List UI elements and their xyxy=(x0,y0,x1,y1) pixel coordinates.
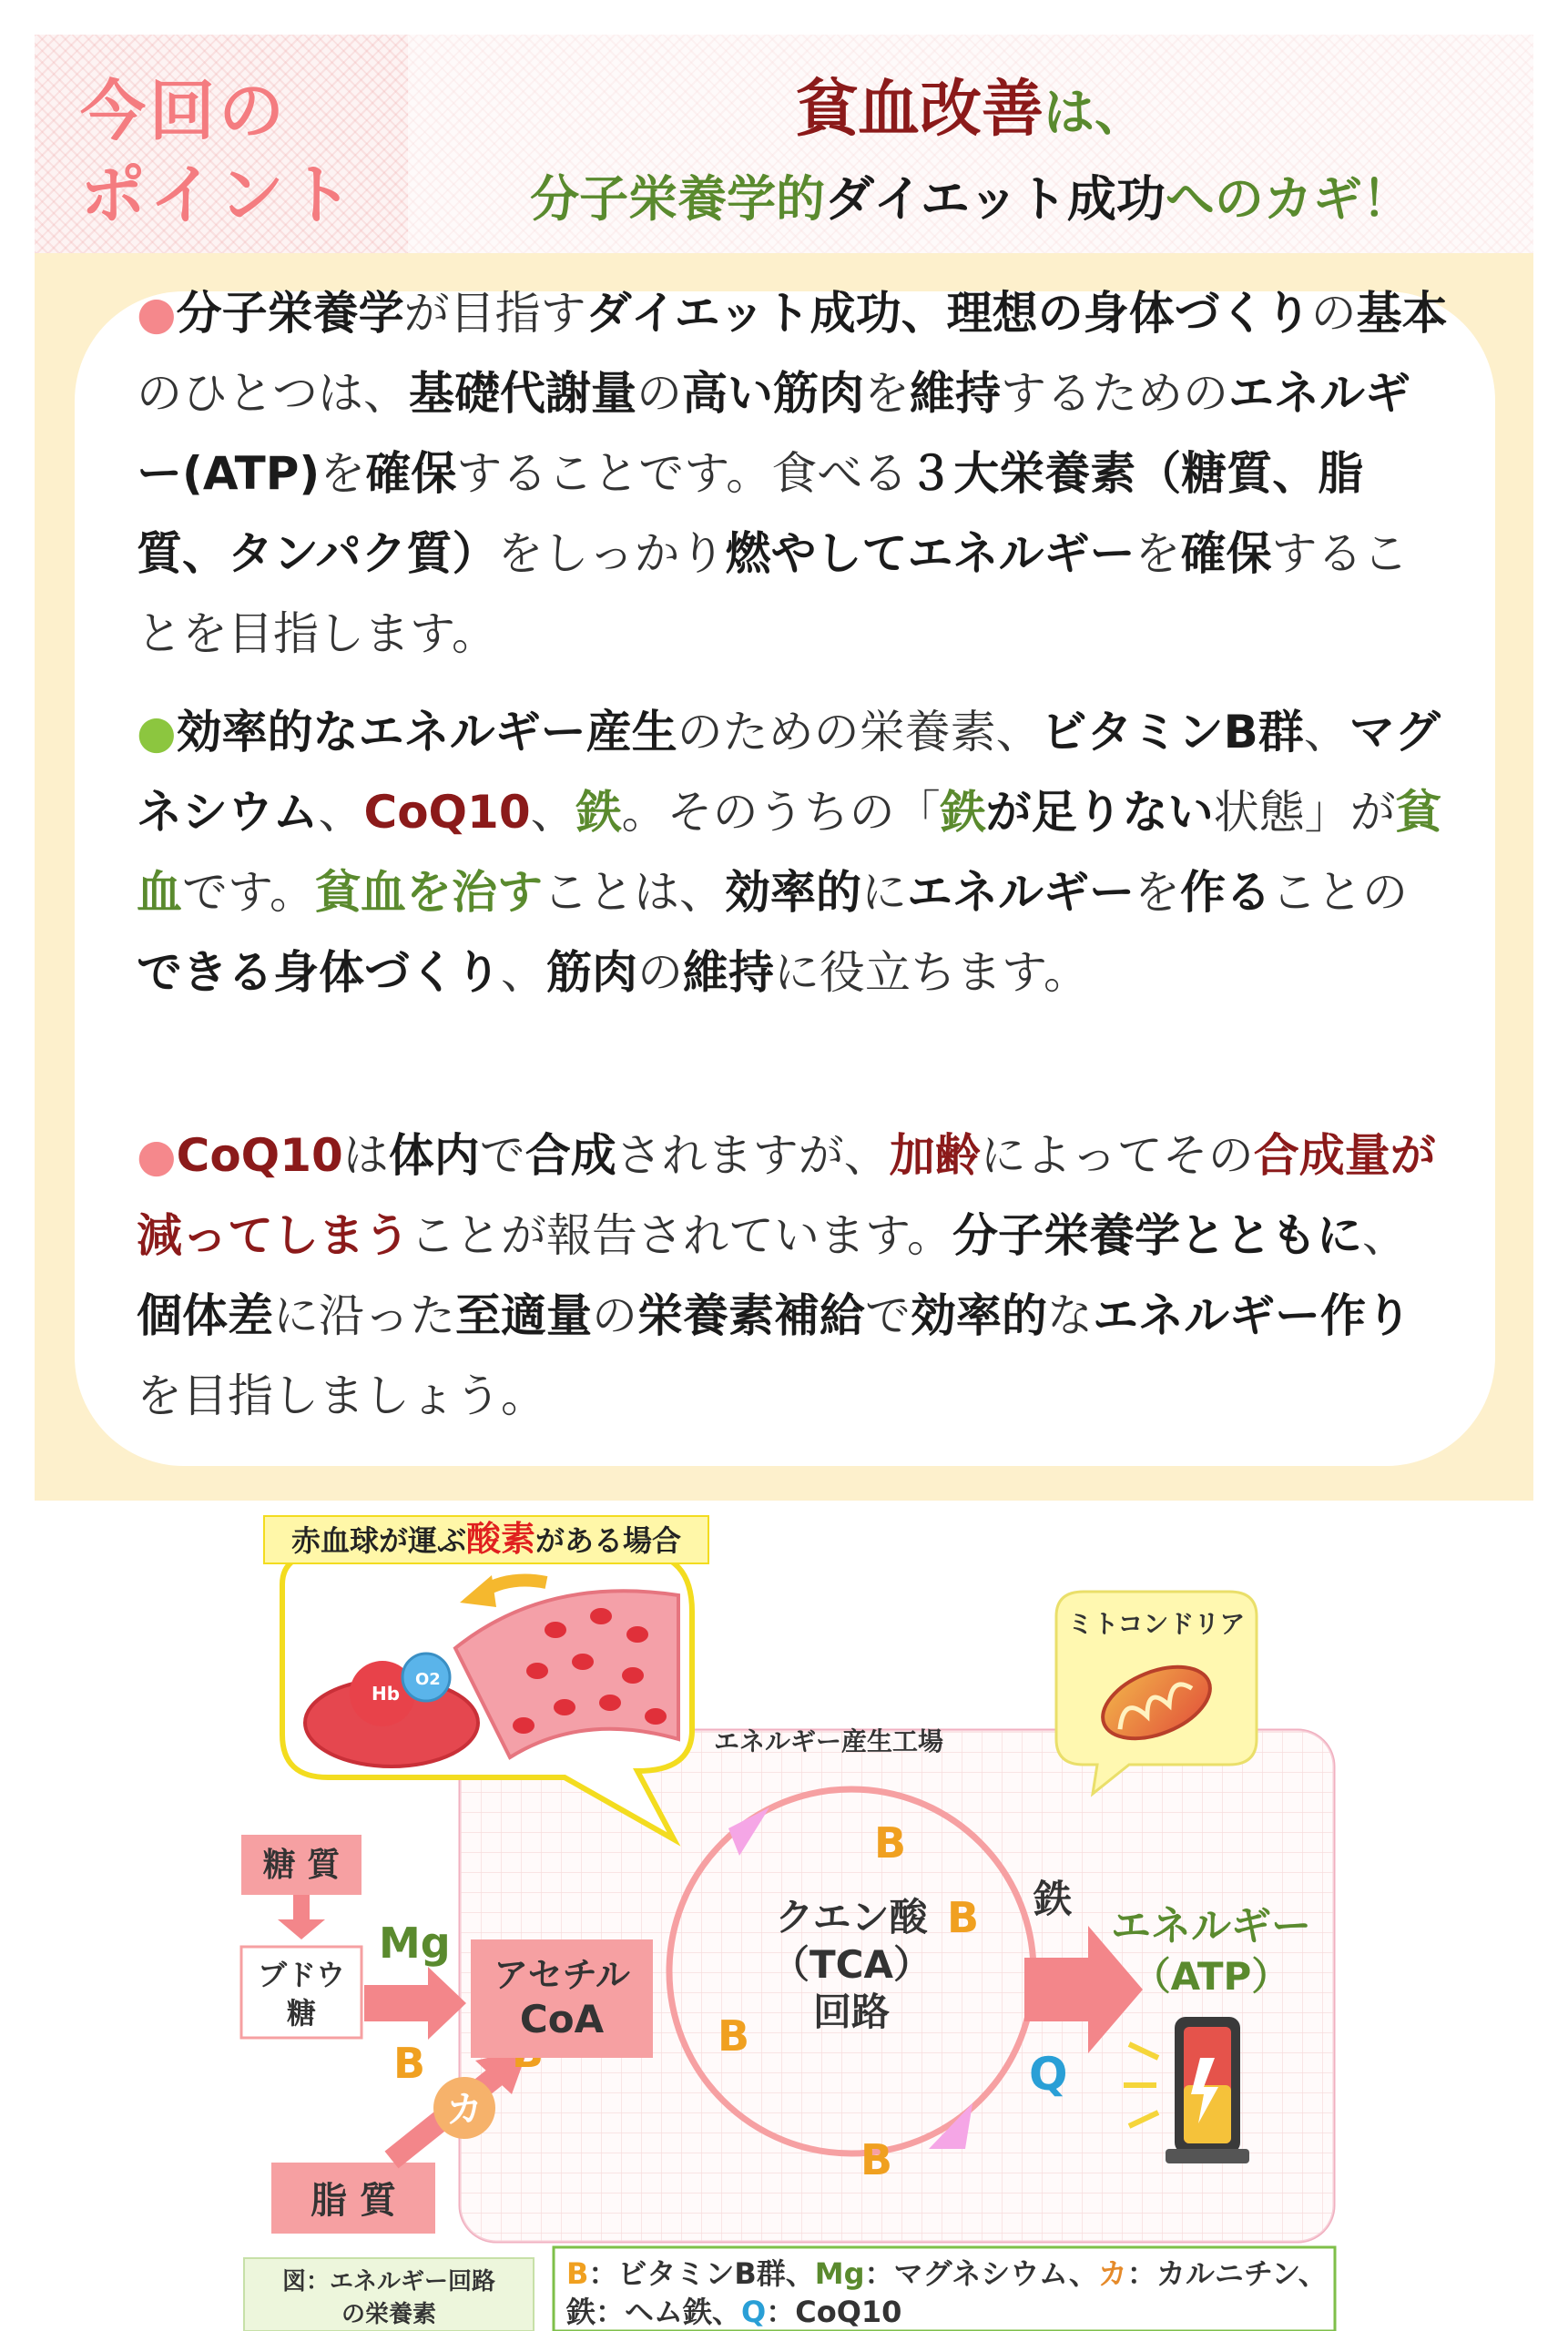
paragraph-3: ●CoQ10は体内で合成されますが、加齢によってその合成量が減ってしまうことが報告されています。分子栄養学とともに、個体差に沿った至適量の栄養素補給で効率的なエネルギー作りを目指しましょう。 xyxy=(137,1129,1436,1422)
oxygen-label-1: 赤血球が運ぶ xyxy=(290,1523,466,1558)
b-label-tca-left: B xyxy=(718,2011,750,2061)
legend-text-mg: ：マグネシウム、 xyxy=(864,2256,1098,2291)
iron-label: 鉄 xyxy=(1033,1877,1073,1921)
legend-key-b: B xyxy=(566,2256,589,2291)
title-highlight: 貧血改善 xyxy=(795,74,1044,146)
tca-label-1: クエン酸 xyxy=(775,1895,928,1939)
fat-label: 脂 質 xyxy=(311,2180,396,2222)
mg-label: Mg xyxy=(379,1919,451,1968)
energy-label-1: エネルギー xyxy=(1111,1903,1311,1949)
legend-line-2 xyxy=(565,2295,901,2329)
legend-text-b: ：ビタミンB群、 xyxy=(588,2256,815,2291)
ka-label: カ xyxy=(446,2089,483,2131)
tca-label-3: 回路 xyxy=(812,1990,891,2034)
paragraph-1: ●分子栄養学が目指すダイエット成功、理想の身体づくりの基本のひとつは、基礎代謝量の高い筋肉を維持するためのエネルギー(ATP)を確保することです。食べる３大栄養素（糖質、脂質、タンパク質）をしっかり燃やしてエネルギーを確保することを目指します。 xyxy=(137,287,1448,660)
legend-text-ka: ：カルニチン、 xyxy=(1126,2256,1328,2291)
acetyl-label-2: CoA xyxy=(519,1997,605,2041)
point-label xyxy=(80,69,408,237)
tca-label-2: （TCA） xyxy=(771,1942,932,1987)
mitochondria-label: ミトコンドリア xyxy=(1067,1609,1246,1639)
point-label-line1: 今回の xyxy=(80,73,289,149)
sugar-label: 糖 質 xyxy=(262,1847,341,1884)
header-banner xyxy=(35,35,1533,253)
b-label-tca-bottom: B xyxy=(860,2135,893,2184)
legend-key-ka: カ xyxy=(1097,2256,1127,2291)
legend-key-iron: 鉄 xyxy=(566,2295,596,2329)
glucose-arrow xyxy=(364,1967,466,2040)
paragraph-2: ●効率的なエネルギー産生のための栄養素、ビタミンB群、マグネシウム、CoQ10、鉄。そのうちの「鉄が足りない状態」が貧血です。貧血を治すことは、効率的にエネルギーを作ることのできる身体づくり、筋肉の維持に役立ちます。 xyxy=(137,706,1441,999)
hb-label: Hb xyxy=(372,1683,401,1705)
energy-label-2: （ATP） xyxy=(1132,1954,1290,1999)
o2-label: O2 xyxy=(415,1670,441,1689)
oxygen-label-2: 酸素 xyxy=(465,1519,536,1559)
b-label-glucose: B xyxy=(393,2039,426,2088)
title-line2 xyxy=(408,160,1533,230)
factory-label: エネルギー産生工場 xyxy=(713,1726,944,1756)
glucose-label-1: ブドウ xyxy=(257,1958,346,1992)
subtitle-part1: 分子栄養学的 xyxy=(530,170,826,228)
legend-text-q: ：CoQ10 xyxy=(766,2295,902,2329)
subtitle-part2: ダイエット成功 xyxy=(825,170,1166,228)
subtitle-part3: へのカギ！ xyxy=(1165,170,1411,228)
legend-text-iron: ：ヘム鉄、 xyxy=(596,2295,742,2329)
legend-line-1 xyxy=(566,2256,1328,2291)
b-label-tca-top: B xyxy=(874,1818,907,1868)
figure-caption-2: の栄養素 xyxy=(341,2301,437,2328)
legend-key-mg: Mg xyxy=(814,2256,865,2291)
figure-caption-1: 図：エネルギー回路 xyxy=(281,2268,496,2295)
point-label-line2: ポイント xyxy=(80,157,358,233)
title-box xyxy=(408,35,1533,253)
title-line1 xyxy=(408,60,1533,148)
acetyl-label-1: アセチル xyxy=(494,1955,630,1995)
legend-key-q: Q xyxy=(741,2295,767,2329)
b-label-tca-right: B xyxy=(947,1893,980,1942)
oxygen-label xyxy=(291,1519,681,1559)
q-label: Q xyxy=(1029,2048,1068,2101)
title-suffix: は、 xyxy=(1044,84,1145,143)
glucose-label-2: 糖 xyxy=(286,1996,317,2031)
sugar-arrow xyxy=(278,1895,325,1939)
energy-cycle-diagram xyxy=(0,1512,1568,2331)
oxygen-label-3: がある場合 xyxy=(535,1523,682,1558)
